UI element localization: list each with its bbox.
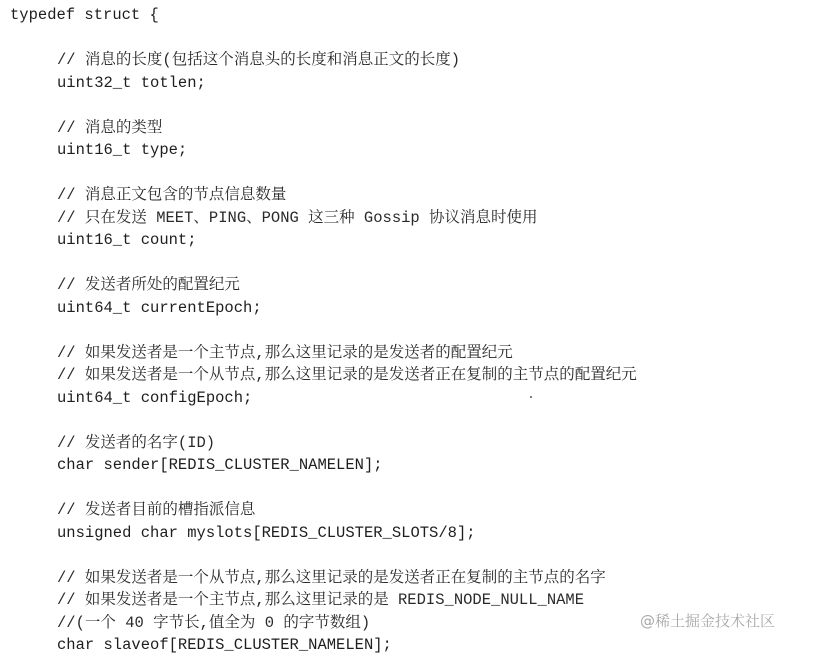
comment-current-epoch: // 发送者所处的配置纪元 <box>57 276 240 294</box>
comment-sender: // 发送者的名字(ID) <box>57 433 216 452</box>
code-block <box>10 4 800 657</box>
field-totlen: uint32_t totlen; <box>57 73 206 92</box>
comment-myslots: // 发送者目前的槽指派信息 <box>57 501 256 519</box>
field-current-epoch: uint64_t currentEpoch; <box>57 298 262 317</box>
field-slaveof: char slaveof[REDIS_CLUSTER_NAMELEN]; <box>57 636 392 654</box>
comment-slaveof-2: // 如果发送者是一个主节点,那么这里记录的是 REDIS_NODE_NULL_NAME <box>57 591 585 609</box>
blank-line <box>10 27 800 50</box>
field-myslots: unsigned char myslots[REDIS_CLUSTER_SLOTS/8]; <box>57 523 476 542</box>
blank-line <box>10 94 800 117</box>
blank-line <box>10 252 800 275</box>
blank-line <box>10 477 800 500</box>
comment-count-2: // 只在发送 MEET、PING、PONG 这三种 Gossip 协议消息时使用 <box>57 208 538 227</box>
comment-slaveof-3: //(一个 40 字节长,值全为 0 的字节数组) <box>57 613 371 632</box>
field-type: uint16_t type; <box>57 141 188 159</box>
field-sender: char sender[REDIS_CLUSTER_NAMELEN]; <box>57 456 383 474</box>
stray-dot-mark <box>530 396 532 398</box>
comment-config-epoch-2: // 如果发送者是一个从节点,那么这里记录的是发送者正在复制的主节点的配置纪元 <box>57 366 637 384</box>
field-count: uint16_t count; <box>57 231 197 249</box>
watermark: @稀土掘金技术社区 <box>640 612 776 630</box>
comment-count-1: // 消息正文包含的节点信息数量 <box>57 186 287 204</box>
blank-line <box>10 162 800 185</box>
field-config-epoch: uint64_t configEpoch; <box>57 388 253 407</box>
comment-config-epoch-1: // 如果发送者是一个主节点,那么这里记录的是发送者的配置纪元 <box>57 343 513 362</box>
blank-line <box>10 319 800 342</box>
code-line-typedef: typedef struct { <box>10 6 159 24</box>
blank-line <box>10 409 800 432</box>
comment-totlen: // 消息的长度(包括这个消息头的长度和消息正文的长度) <box>57 51 461 69</box>
comment-slaveof-1: // 如果发送者是一个从节点,那么这里记录的是发送者正在复制的主节点的名字 <box>57 568 606 587</box>
blank-line <box>10 544 800 567</box>
comment-type: // 消息的类型 <box>57 118 163 137</box>
